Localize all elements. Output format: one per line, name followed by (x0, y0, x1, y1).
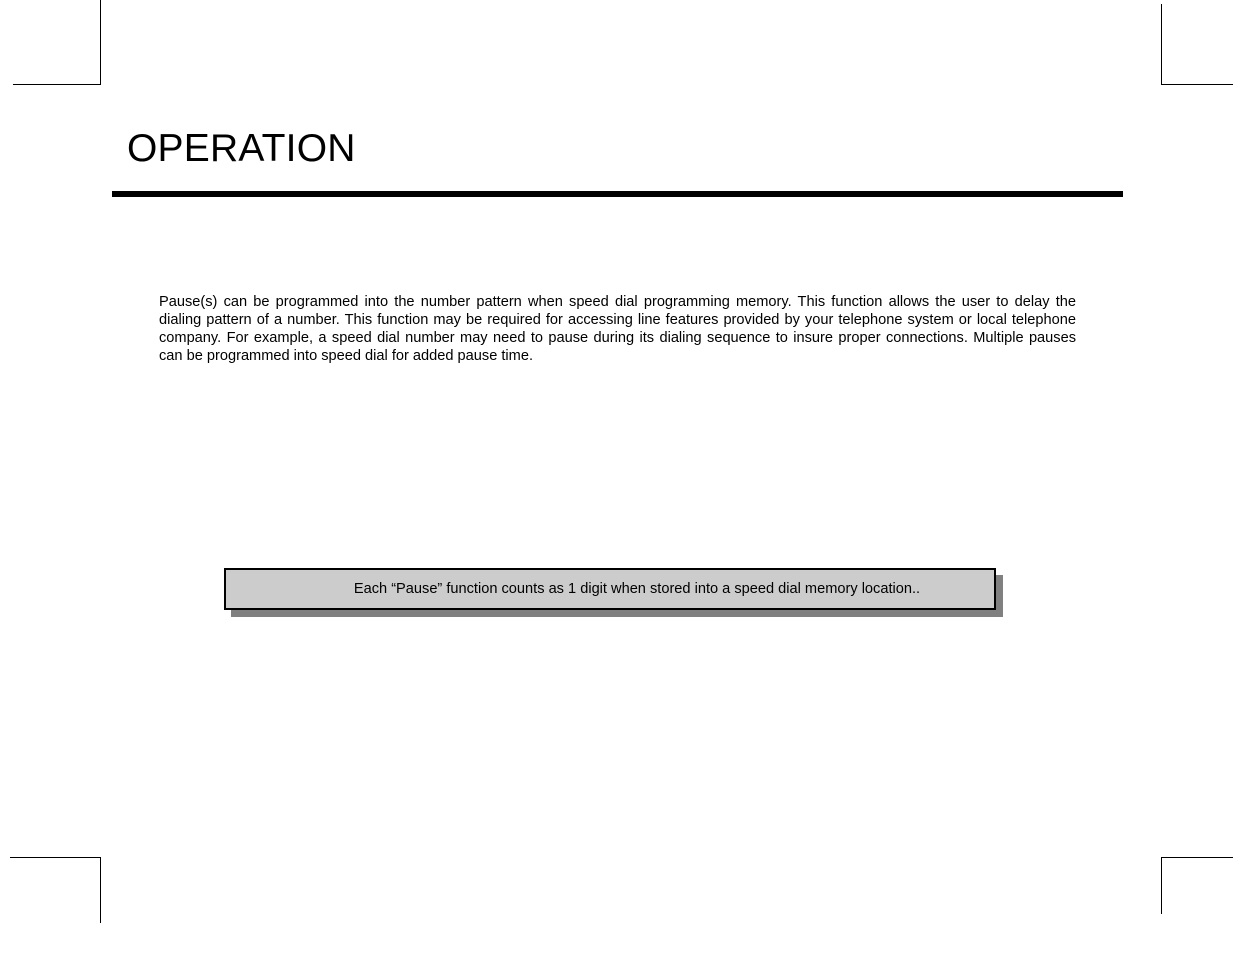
section-title: OPERATION (127, 127, 356, 170)
crop-mark-top-right-horizontal (1161, 84, 1233, 85)
note-text: Each “Pause” function counts as 1 digit when stored into a speed dial memory location.. (353, 581, 921, 597)
crop-mark-bottom-left-horizontal (10, 857, 101, 858)
crop-mark-bottom-right-vertical (1161, 857, 1162, 914)
crop-mark-top-right-vertical (1161, 4, 1162, 85)
crop-mark-bottom-right-horizontal (1161, 857, 1233, 858)
crop-mark-top-left-horizontal (13, 84, 101, 85)
body-paragraph: Pause(s) can be programmed into the number pattern when speed dial programming memory. This function allows the user to delay the dialing pattern of a number. This function may be required for accessing line features provided by your telephone system or local telephone company. For example, a speed dial number may need to pause during its dialing sequence to insure proper connections. Multiple pauses can be programmed into speed dial for added pause time. (159, 294, 1076, 364)
crop-mark-bottom-left-vertical (100, 857, 101, 923)
title-rule (112, 191, 1123, 197)
note-box (224, 568, 996, 610)
crop-mark-top-left-vertical (100, 0, 101, 85)
